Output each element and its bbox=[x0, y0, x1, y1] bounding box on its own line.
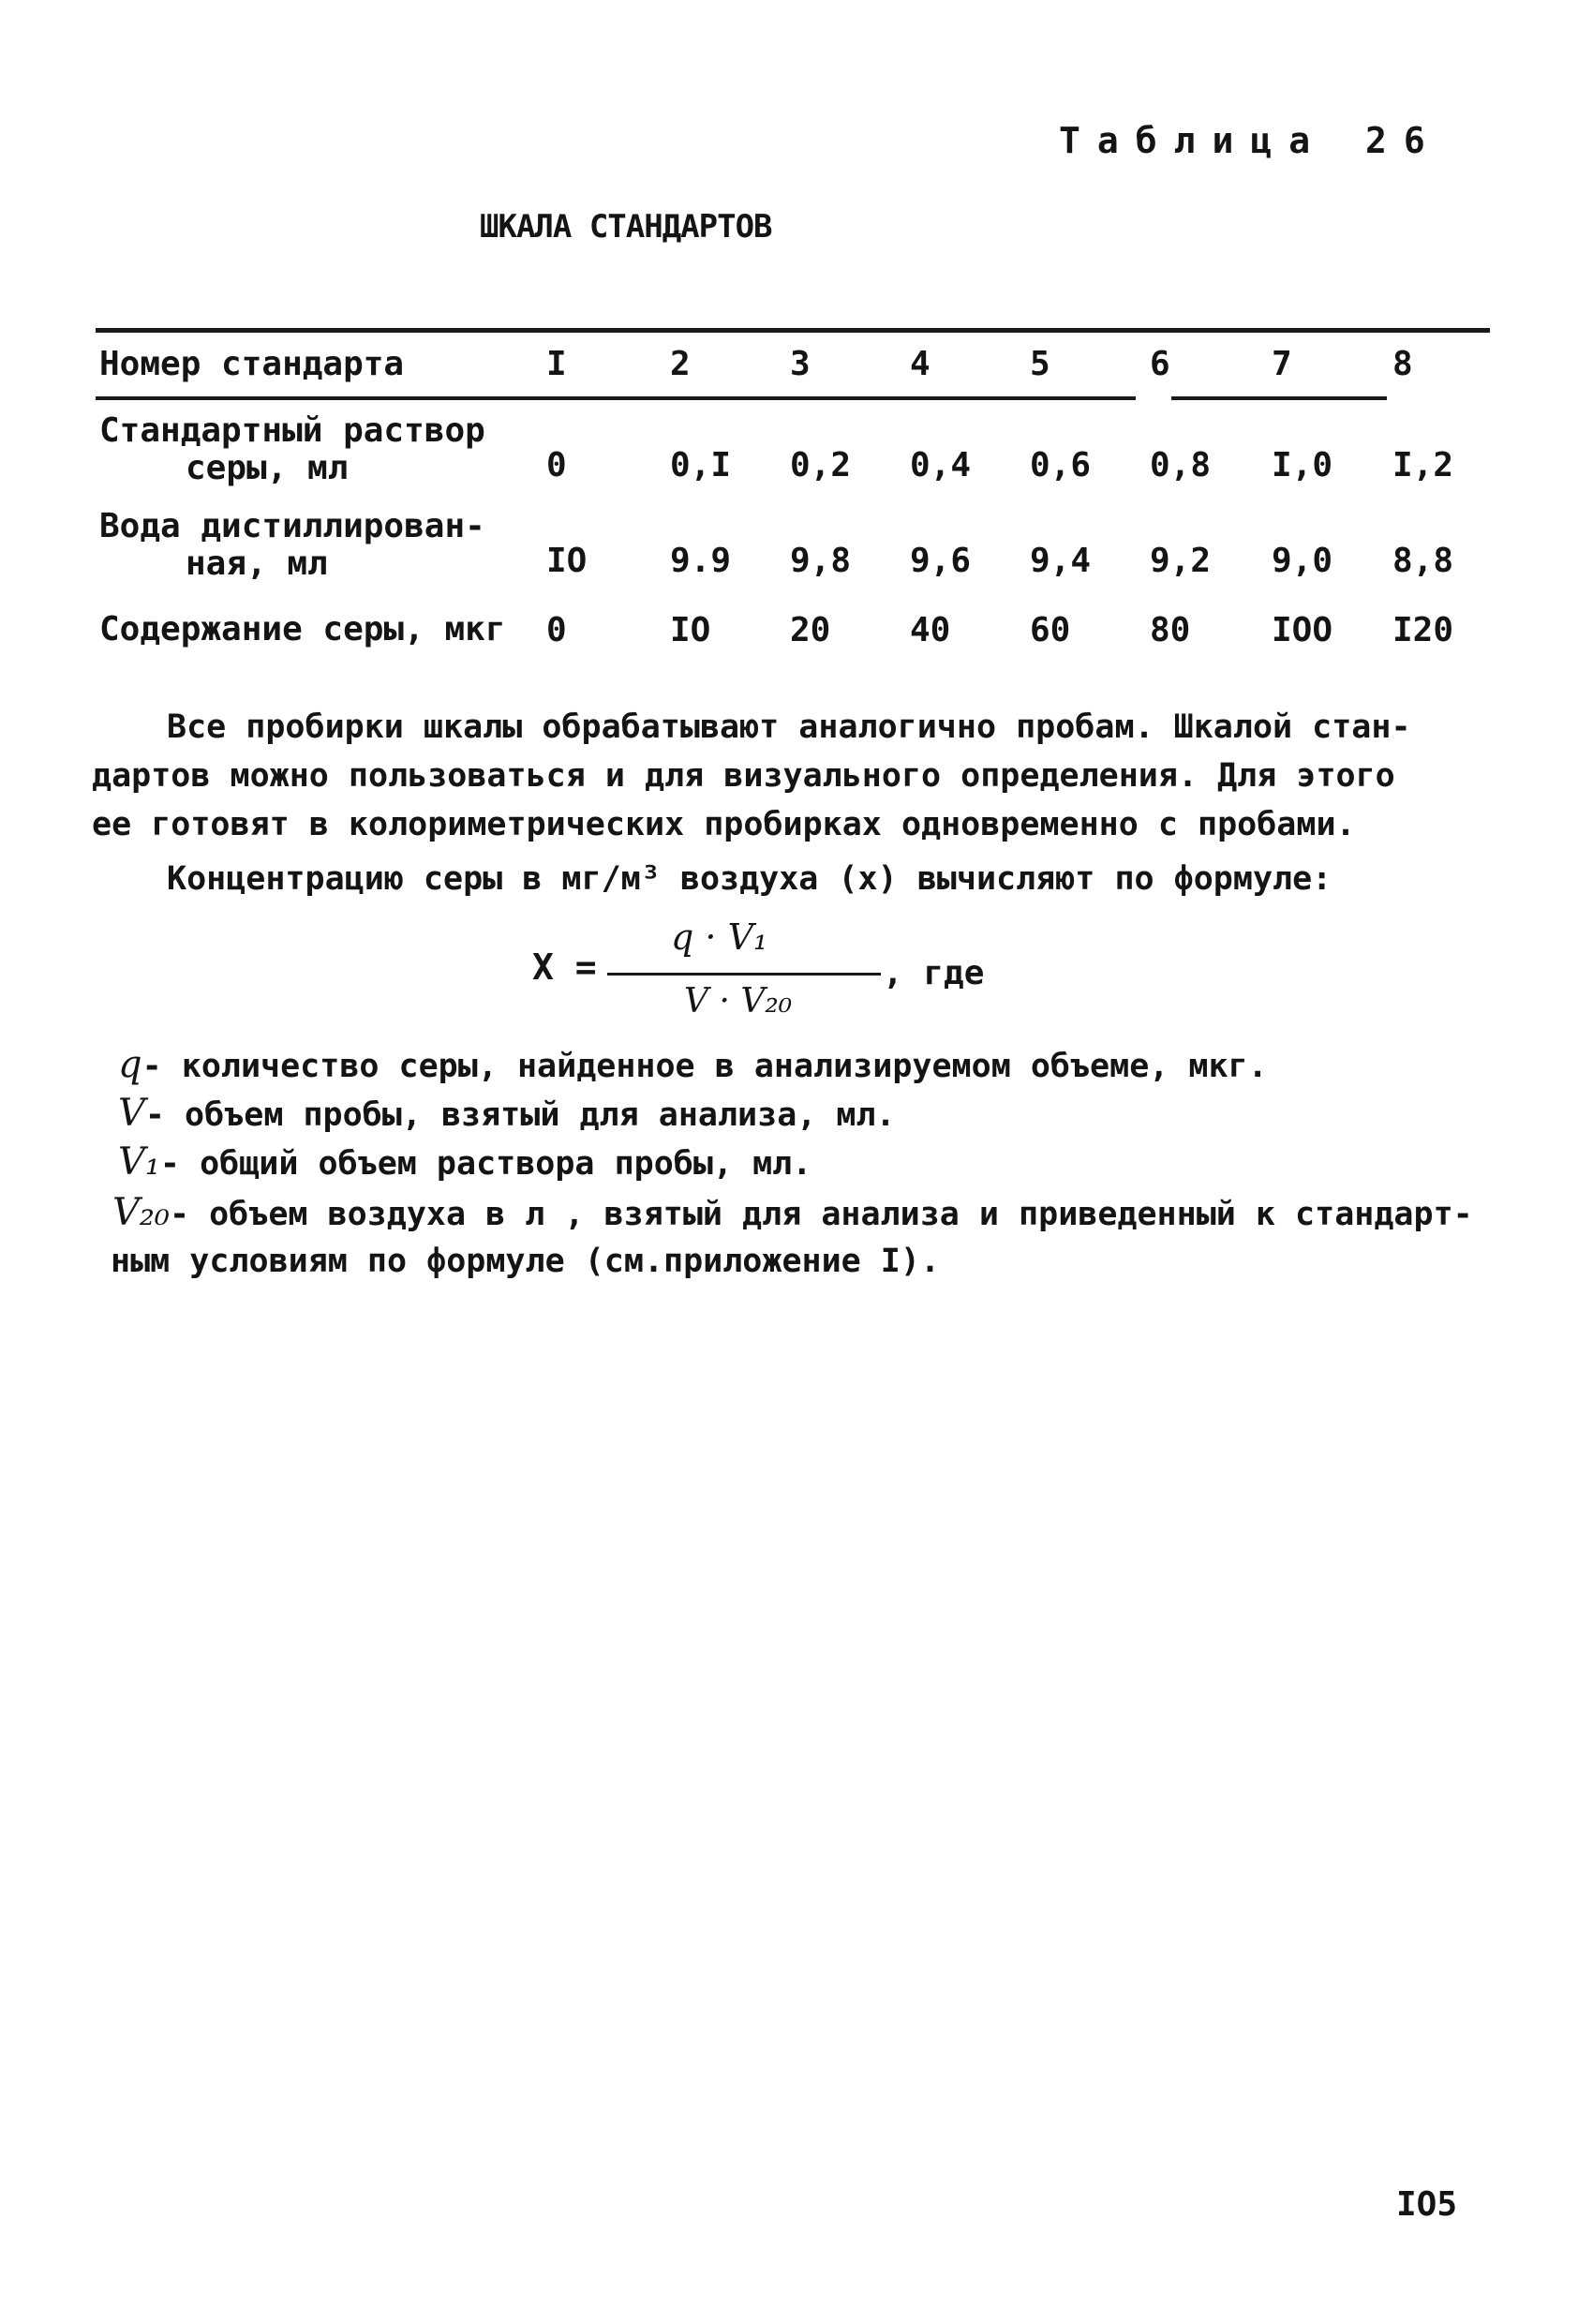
column-header: 2 bbox=[670, 345, 691, 383]
definition-symbol: V₂₀ bbox=[112, 1191, 170, 1234]
table-cell: IO bbox=[670, 611, 711, 649]
definition-symbol: q bbox=[118, 1043, 142, 1086]
table-cell: 40 bbox=[910, 611, 951, 649]
table-cell: 0,4 bbox=[910, 446, 972, 484]
table-cell: 0 bbox=[546, 446, 567, 484]
formula-suffix: , где bbox=[883, 954, 985, 992]
column-header: 3 bbox=[790, 345, 811, 383]
table-header-rule bbox=[96, 396, 1136, 400]
table-row-label bbox=[99, 611, 505, 648]
row-label-line: серы, мл bbox=[186, 449, 349, 487]
table-cell: 0,8 bbox=[1150, 446, 1212, 484]
row-label-line: Вода дистиллирован- bbox=[99, 507, 485, 545]
table-top-rule bbox=[96, 328, 1490, 333]
table-cell: 0,6 bbox=[1030, 446, 1092, 484]
definition-item bbox=[112, 1188, 1473, 1239]
column-header: 7 bbox=[1272, 345, 1292, 383]
table-cell: I,0 bbox=[1272, 446, 1333, 484]
table-cell: 0,I bbox=[670, 446, 732, 484]
definition-item bbox=[118, 1138, 811, 1188]
column-header: I bbox=[546, 345, 567, 383]
table-cell: 9,0 bbox=[1272, 542, 1333, 580]
definition-symbol: V bbox=[118, 1092, 145, 1135]
formula-denominator: V · V₂₀ bbox=[684, 982, 793, 1020]
document-title: ШКАЛА СТАНДАРТОВ bbox=[480, 208, 772, 246]
table-cell: I,2 bbox=[1392, 446, 1454, 484]
table-row-label bbox=[99, 508, 485, 583]
table-cell: 0,2 bbox=[790, 446, 852, 484]
table-cell: 9,4 bbox=[1030, 542, 1092, 580]
formula-fraction-bar bbox=[607, 973, 881, 976]
table-row-label bbox=[99, 412, 485, 487]
definition-item bbox=[118, 1040, 1268, 1091]
column-header: 6 bbox=[1150, 345, 1170, 383]
definition-text: - объем пробы, взятый для анализа, мл. bbox=[144, 1096, 896, 1134]
table-label: Таблица 26 bbox=[1059, 120, 1442, 161]
definition-symbol: V₁ bbox=[118, 1140, 160, 1184]
table-header-label: Номер стандарта bbox=[99, 345, 405, 383]
table-cell: I20 bbox=[1392, 611, 1454, 649]
table-cell: IOO bbox=[1272, 611, 1333, 649]
table-cell: 20 bbox=[790, 611, 831, 649]
paragraph-line: ее готовят в колориметрических пробирках одновременно с пробами. bbox=[92, 806, 1356, 843]
definition-item bbox=[118, 1089, 896, 1140]
paragraph-formula-intro bbox=[111, 855, 1488, 903]
table-cell: 8,8 bbox=[1392, 542, 1454, 580]
table-cell: 60 bbox=[1030, 611, 1071, 649]
table-cell: IO bbox=[546, 542, 588, 580]
definition-text: - количество серы, найденное в анализируемом объеме, мкг. bbox=[141, 1048, 1268, 1085]
column-header: 5 bbox=[1030, 345, 1050, 383]
row-label-line: ная, мл bbox=[186, 544, 328, 583]
row-label-line: Содержание серы, мкг bbox=[99, 610, 506, 648]
table-cell: 9.9 bbox=[670, 542, 732, 580]
table-header-rule-right bbox=[1171, 396, 1387, 400]
table-cell: 9,8 bbox=[790, 542, 852, 580]
table-cell: 0 bbox=[546, 611, 567, 649]
paragraph-line: Все пробирки шкалы обрабатывают аналогично пробам. Шкалой стан- bbox=[167, 708, 1411, 746]
table-cell: 9,6 bbox=[910, 542, 972, 580]
formula-lhs: Х = bbox=[532, 946, 597, 988]
row-label-line: Стандартный раствор bbox=[99, 411, 485, 450]
paragraph-standards-usage bbox=[92, 703, 1488, 849]
paragraph-line: Концентрацию серы в мг/м³ воздуха (х) вычисляют по формуле: bbox=[167, 860, 1332, 898]
column-header: 8 bbox=[1392, 345, 1413, 383]
column-header: 4 bbox=[910, 345, 930, 383]
definition-continuation: ным условиям по формуле (см.приложение I). bbox=[111, 1243, 941, 1280]
table-cell: 80 bbox=[1150, 611, 1191, 649]
page-number: IO5 bbox=[1396, 2185, 1458, 2224]
definition-text: - общий объем раствора пробы, мл. bbox=[159, 1145, 812, 1183]
formula-numerator: q · V₁ bbox=[671, 916, 768, 958]
table-cell: 9,2 bbox=[1150, 542, 1212, 580]
paragraph-line: дартов можно пользоваться и для визуального определения. Для этого bbox=[92, 757, 1395, 795]
definition-text: - объем воздуха в л , взятый для анализа и приведенный к стандарт- bbox=[169, 1196, 1473, 1233]
